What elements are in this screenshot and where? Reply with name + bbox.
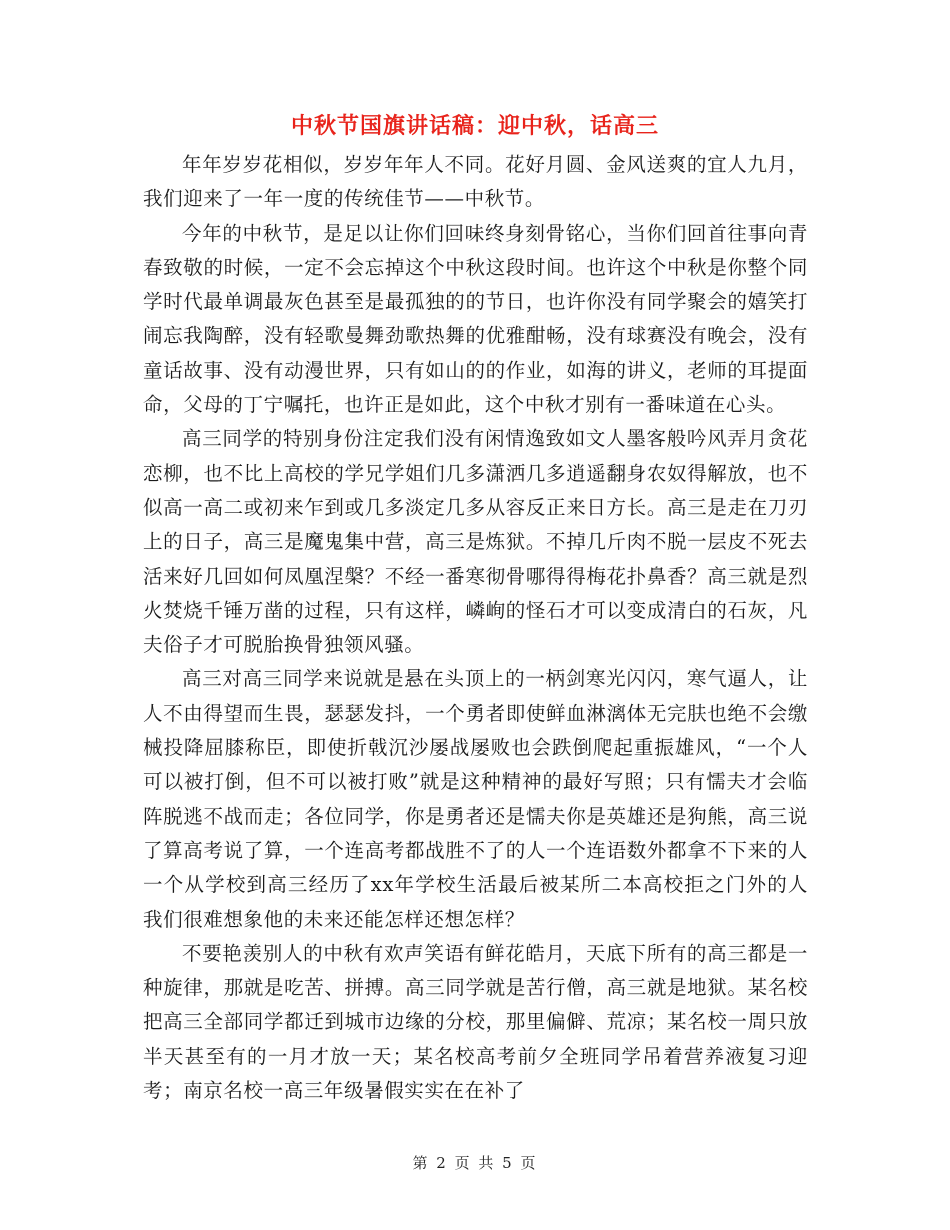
page-title: 中秋节国旗讲话稿：迎中秋，话高三 [290,113,659,139]
paragraph: 不要艳羡别人的中秋有欢声笑语有鲜花皓月，天底下所有的高三都是一种旋律，那就是吃苦、拼搏。高三同学就是苦行僧，高三就是地狱。某名校把高三全部同学都迁到城市边缘的分校，那里偏僻、荒凉；某名校一周只放半天甚至有的一月才放一天；某名校高考前夕全班同学吊着营养液复习迎考；南京名校一高三年级暑假实实在在补了 [143,941,808,1103]
page-number-footer: 第 2 页 共 5 页 [412,1154,538,1172]
paragraph: 高三同学的特别身份注定我们没有闲情逸致如文人墨客般吟风弄月贪花恋柳，也不比上高校的学兄学姐们几多潇洒几多逍遥翻身农奴得解放，也不似高一高二或初来乍到或几多淡定几多从容反正来日方长。高三是走在刀刃上的日子，高三是魔鬼集中营，高三是炼狱。不掉几斤肉不脱一层皮不死去活来好几回如何凤凰涅槃？不经一番寒彻骨哪得得梅花扑鼻香？高三就是烈火焚烧千锤万凿的过程，只有这样，嶙峋的怪石才可以变成清白的石灰，凡夫俗子才可脱胎换骨独领风骚。 [143,427,808,657]
paragraph: 今年的中秋节，是足以让你们回味终身刻骨铭心，当你们回首往事向青春致敬的时候，一定不会忘掉这个中秋这段时间。也许这个中秋是你整个同学时代最单调最灰色甚至是最孤独的的节日，也许你没有同学聚会的嬉笑打闹忘我陶醉，没有轻歌曼舞劲歌热舞的优雅酣畅，没有球赛没有晚会，没有童话故事、没有动漫世界，只有如山的的作业，如海的讲义，老师的耳提面命，父母的丁宁嘱托，也许正是如此，这个中秋才别有一番味道在心头。 [143,221,808,417]
paragraph: 高三对高三同学来说就是悬在头顶上的一柄剑寒光闪闪，寒气逼人，让人不由得望而生畏，瑟瑟发抖，一个勇者即使鲜血淋漓体无完肤也绝不会缴械投降屈膝称臣，即使折戟沉沙屡战屡败也会跌倒爬起重振雄风，“一个人可以被打倒，但不可以被打败”就是这种精神的最好写照；只有懦夫才会临阵脱逃不战而走；各位同学，你是勇者还是懦夫你是英雄还是狗熊，高三说了算高考说了算，一个连高考都战胜不了的人一个连语数外都拿不下来的人一个从学校到高三经历了xx年学校生活最后被某所二本高校拒之门外的人我们很难想象他的未来还能怎样还想怎样？ [143,667,808,931]
paragraph: 年年岁岁花相似，岁岁年年人不同。花好月圆、金风送爽的宜人九月，我们迎来了一年一度的传统佳节——中秋节。 [143,153,808,211]
document-body [143,148,808,1108]
